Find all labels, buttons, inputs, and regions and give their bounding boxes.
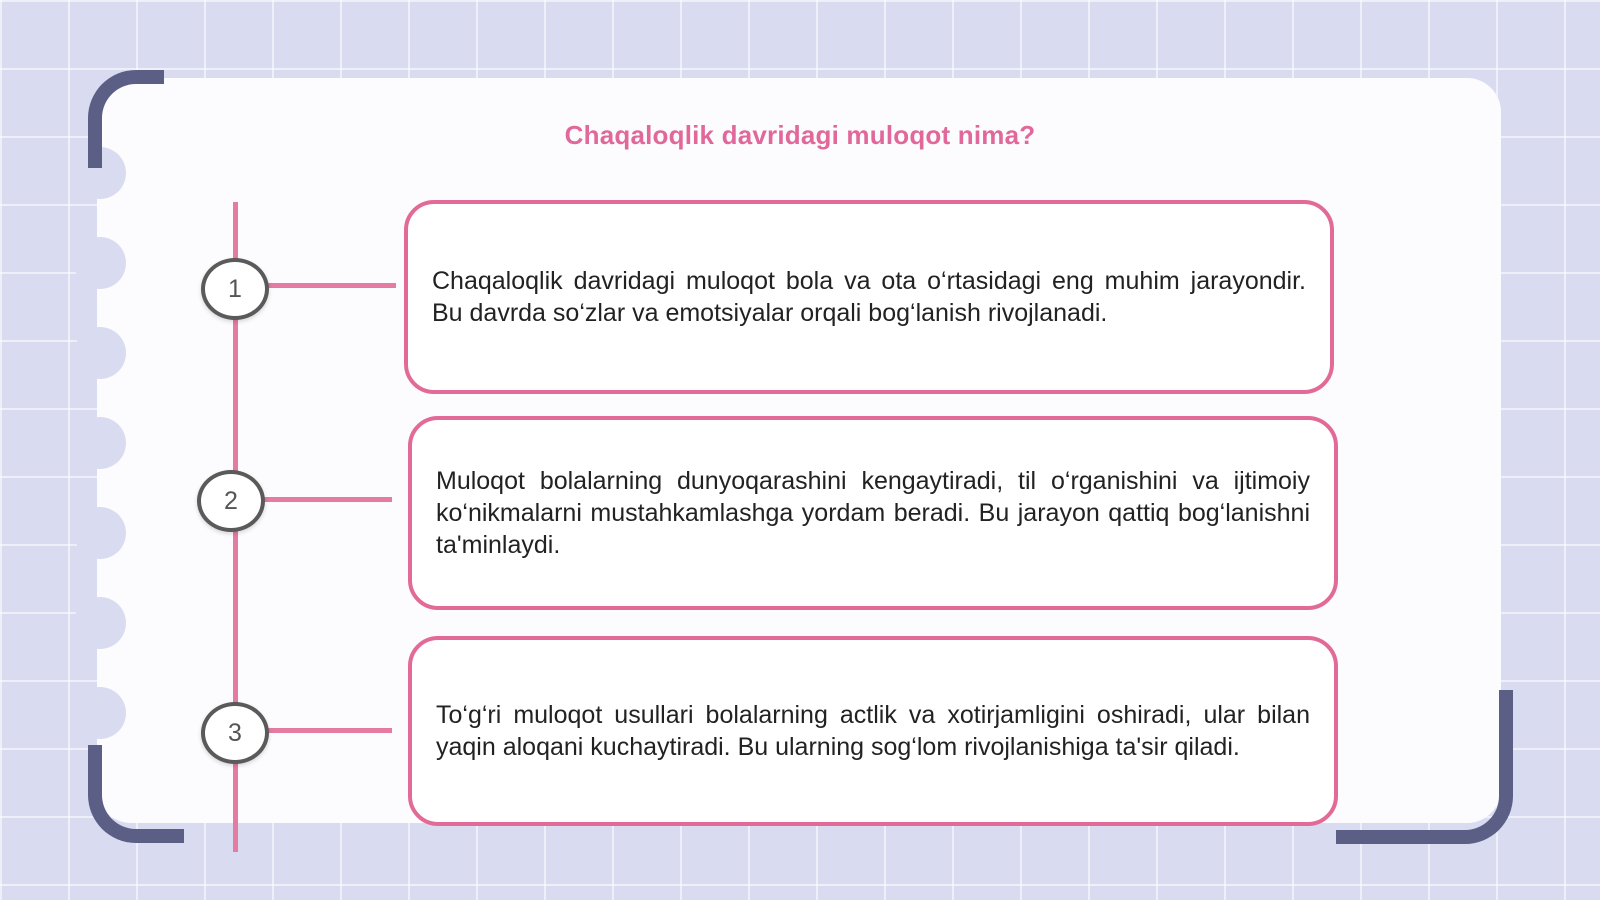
timeline-connector xyxy=(266,283,396,288)
step-number-badge: 3 xyxy=(201,702,269,764)
step-number-badge: 1 xyxy=(201,258,269,320)
step-box xyxy=(404,200,1334,394)
card-edge-notch xyxy=(74,687,126,739)
step-text: Muloqot bolalarning dunyoqarashini kengaytiradi, til o‘rganishini va ijtimoiy ko‘nikmalarni mustahkamlashga yordam beradi. Bu jarayon qattiq bog‘lanishni ta'minlaydi. xyxy=(436,467,1310,559)
timeline-connector xyxy=(266,728,392,733)
card-edge-notch xyxy=(74,597,126,649)
card-edge-notch xyxy=(74,417,126,469)
frame-corner-bottom-left xyxy=(88,745,184,843)
card-edge-notch xyxy=(74,507,126,559)
card-edge-notch xyxy=(74,327,126,379)
step-number-badge: 2 xyxy=(197,470,265,532)
step-text: Chaqaloqlik davridagi muloqot bola va ota o‘rtasidagi eng muhim jarayondir. Bu davrda so‘zlar va emotsiyalar orqali bog‘lanish rivojlanadi. xyxy=(432,267,1306,327)
step-text: To‘g‘ri muloqot usullari bolalarning actlik va xotirjamligini oshiradi, ular bilan yaqin aloqani kuchaytiradi. Bu ularning sog‘lom rivojlanishiga ta'sir qiladi. xyxy=(436,701,1310,761)
step-box xyxy=(408,636,1338,826)
timeline-connector xyxy=(262,497,392,502)
card-edge-notch xyxy=(74,237,126,289)
frame-corner-top-left xyxy=(88,70,164,168)
slide-title: Chaqaloqlik davridagi muloqot nima? xyxy=(564,120,1036,150)
step-box xyxy=(408,416,1338,610)
frame-corner-bottom-right xyxy=(1336,690,1513,844)
